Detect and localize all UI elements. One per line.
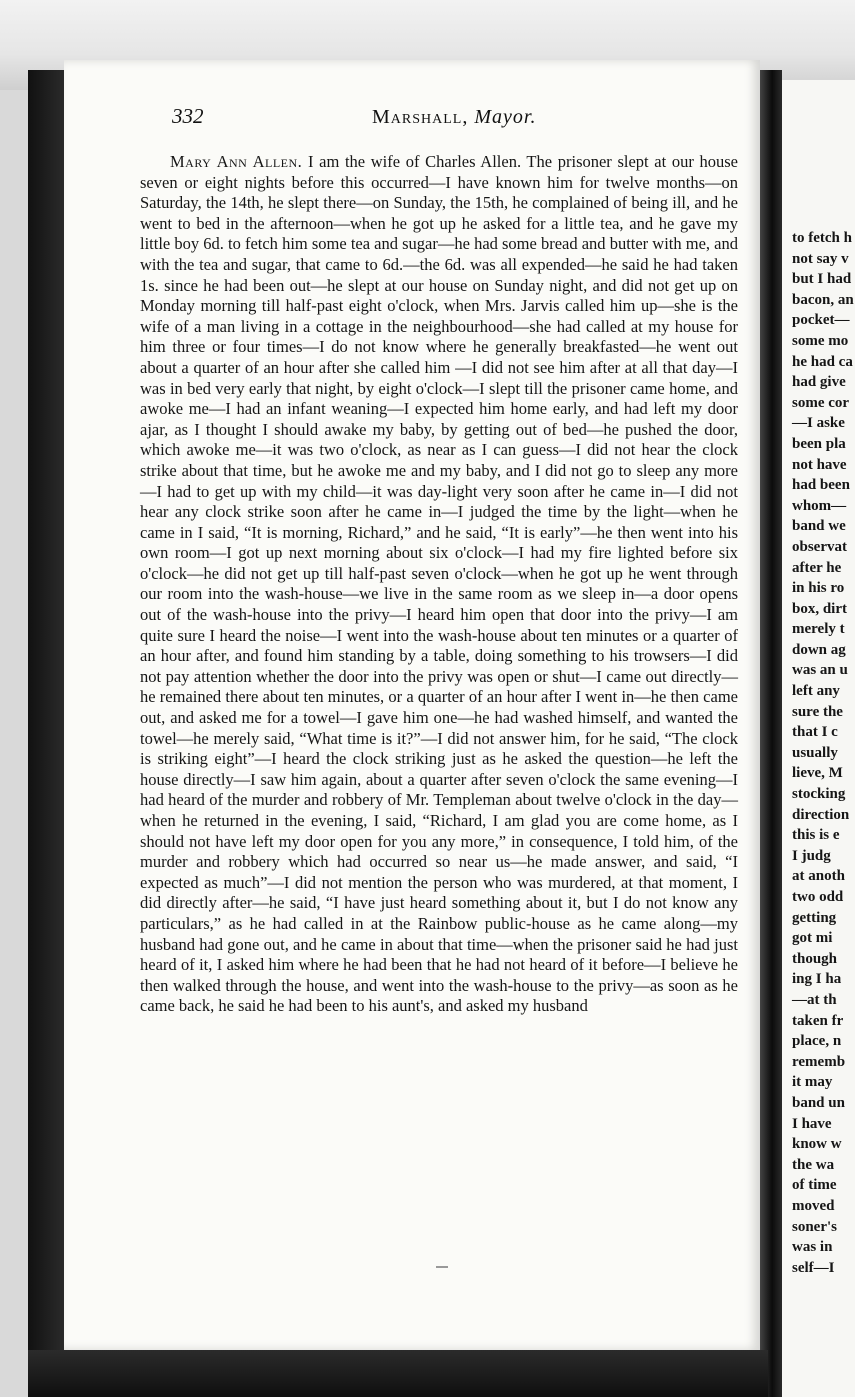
testimony-paragraph: [140, 152, 738, 1017]
right-page-line: stocking: [792, 786, 846, 803]
right-page-line: taken fr: [792, 1012, 844, 1029]
right-page-line: observat: [792, 538, 847, 555]
right-page-line: though: [792, 950, 838, 967]
right-page-line: merely t: [792, 621, 845, 638]
right-page-line: had been: [792, 477, 850, 494]
witness-name: Mary Ann Allen.: [170, 152, 303, 171]
right-page-line: sure the: [792, 703, 843, 720]
right-page-line: of time: [792, 1177, 837, 1194]
footer-mark: [436, 1266, 448, 1268]
right-page-line: to fetch h: [792, 230, 852, 246]
right-page-line: band un: [792, 1094, 845, 1111]
right-page-line: that I c: [792, 724, 838, 741]
right-page-line: been pla: [792, 435, 846, 452]
right-page-line: self—I: [792, 1259, 835, 1276]
right-page-line: at anoth: [792, 868, 845, 885]
right-page-line: he had ca: [792, 353, 853, 370]
testimony-body: I am the wife of Charles Allen. The prisoner slept at our house seven or eight nights before this occurred—I have known him for twelve months—on Saturday, the 14th, he slept there—on Sunday, the 15th, he complained of being ill, and he went to bed in the afternoon—when he got up he asked for a little tea, and he gave my little boy 6d. to fetch him some tea and sugar—he had some bread and butter with me, and with the tea and sugar, that came to 6d.—the 6d. was all expended—he said he had taken 1s. since he had been out—he slept at our house on Sunday night, and did not get up on Monday morning till half-past eight o'clock, when Mrs. Jarvis called him up—she is the wife of a man living in a cottage in the neighbourhood—she had called at my house for him three or four times—I do not know where he generally breakfasted—he went out about a quarter of an hour after she called him —I did not see him after at all that day—I was in bed very early that night, by eight o'clock—I slept till the prisoner came home, and awoke me—I had an infant weaning—I expected him home early, and had left my door ajar, as I thought I should awake my baby, by getting out of bed—he pushed the door, which awoke me—it was two o'clock, as near as I can guess—I did not hear the clock strike about that time, but he awoke me and my baby, and I did not go to sleep any more—I had to get up with my child—it was day-light very soon after he came in—I did not hear any clock strike soon after he came in—I judged the time by the light—when he came in I said, “It is morning, Richard,” and he said, “It is early”—he then went into his own room—I got up next morning about six o'clock—I had my fire lighted before six o'clock—he did not get up till half-past seven o'clock—when he got up he went through our room into the wash-house—we live in the same room as we sleep in—a door opens out of the wash-house into the privy—I heard him open that door into the privy—I am quite sure I heard the noise—I went into the wash-house about ten minutes or a quarter of an hour after, and found him standing by a table, doing something to his trowsers—I did not pay attention whether the door into the privy was open or shut—I came out directly—he remained there about ten minutes, or a quarter of an hour after I went in—he then came out, and asked me for a towel—I gave him one—he had washed himself, and wanted the towel—he merely said, “What time is it?”—I did not answer him, for he said, “The clock is striking eight”—I heard the clock striking just as he asked the question—he left the house directly—I saw him again, about a quarter after seven o'clock the same evening—I had heard of the murder and robbery of Mr. Templeman about twelve o'clock in the day—when he returned in the evening, I said, “Richard, I am glad you are come home, as I should not have left my door open for you any more,” in consequence, I told him, of the murder and robbery which had occurred so near us—he made answer, and said, “I expected as much”—I did not mention the person who was murdered, at that moment, I did directly after—he said, “I have just heard something about it, but I do not know any particulars,” as he had called in at the Rainbow public-house as he came along—my husband had gone out, and he came in about that time—when the prisoner said he had just heard of it, I asked him where he had been that he had not heard of it before—I believe he then walked through the house, and went into the wash-house to the privy—as soon as he came back, he said he had been to his aunt's, and asked my husband: [140, 152, 738, 1016]
right-page-line: the wa: [792, 1156, 835, 1173]
right-page-line: I judg: [792, 847, 831, 864]
running-head-title: Mayor.: [474, 106, 537, 128]
right-page-line: left any: [792, 683, 840, 700]
right-page-line: lieve, M: [792, 765, 843, 782]
right-page-line: know w: [792, 1136, 842, 1153]
book-edge-bottom: [28, 1350, 768, 1397]
right-page-line: ing I ha: [792, 971, 842, 988]
book-gutter: [760, 70, 782, 1397]
right-page-line: band we: [792, 518, 846, 535]
right-page-line: this is e: [792, 827, 840, 844]
right-page-line: rememb: [792, 1053, 846, 1070]
right-page-line: direction: [792, 806, 850, 823]
right-page-line: soner's: [792, 1218, 837, 1235]
right-page-text: [792, 228, 854, 1278]
right-page: [782, 80, 855, 1397]
right-page-line: in his ro: [792, 580, 845, 597]
page-number: 332: [172, 104, 204, 128]
right-page-line: usually: [792, 744, 838, 761]
right-page-line: was an u: [792, 662, 848, 679]
right-page-line: some cor: [792, 394, 850, 411]
right-page-line: but I had: [792, 271, 852, 288]
right-page-line: not say v: [792, 250, 849, 267]
running-head-name: Marshall,: [372, 106, 469, 128]
right-page-line: was in: [792, 1239, 833, 1256]
right-page-line: getting: [792, 909, 837, 926]
right-page-line: moved: [792, 1197, 835, 1214]
right-page-line: got mi: [792, 930, 833, 947]
right-page-line: place, n: [792, 1033, 842, 1050]
right-page-line: box, dirt: [792, 600, 848, 617]
right-page-line: —at th: [792, 991, 837, 1008]
right-page-line: down ag: [792, 641, 846, 658]
running-head: [372, 106, 536, 129]
right-page-line: after he: [792, 559, 842, 576]
right-page-line: it may: [792, 1074, 833, 1091]
testimony-text: [140, 152, 738, 1017]
right-page-line: I have: [792, 1115, 832, 1132]
right-page-line: not have: [792, 456, 847, 473]
right-page-line: bacon, an: [792, 291, 854, 308]
right-page-line: pocket—: [792, 312, 850, 329]
right-page-line: two odd: [792, 889, 844, 905]
right-page-line: had give: [792, 374, 846, 391]
page-header: [172, 104, 732, 136]
right-page-line: whom—: [792, 497, 847, 514]
right-page-line: —I aske: [792, 415, 845, 432]
right-page-line: some mo: [792, 332, 849, 349]
